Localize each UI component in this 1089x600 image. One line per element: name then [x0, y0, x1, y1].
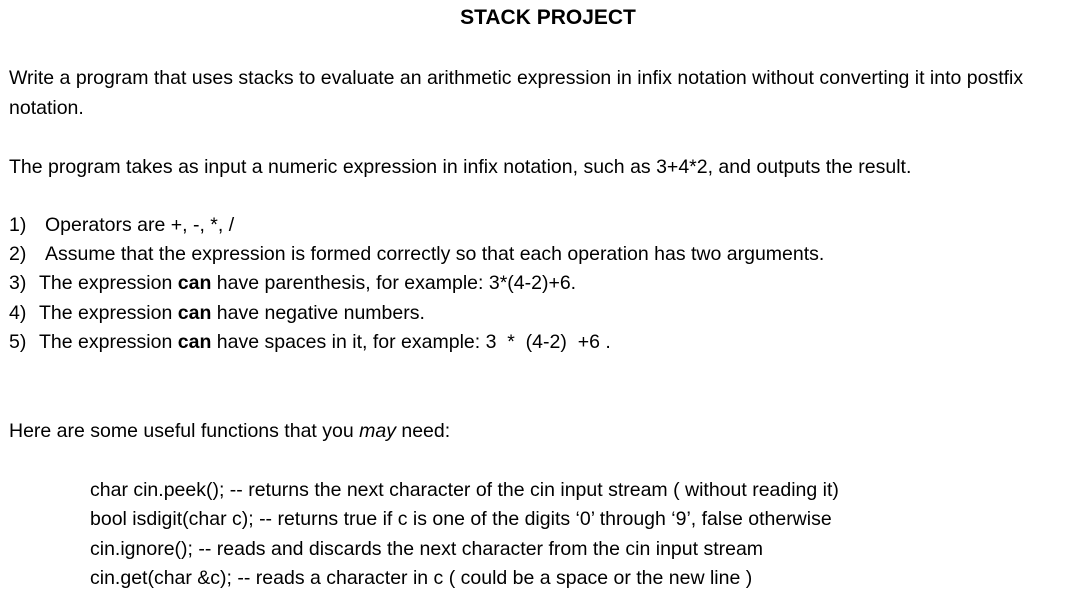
keyword-can: can	[177, 272, 212, 295]
item-text-start: The expression	[39, 301, 178, 324]
item-text-start: The expression	[39, 272, 178, 295]
item-number: 2)	[9, 243, 27, 266]
item-number: 3)	[9, 272, 27, 295]
functions-list	[90, 476, 839, 593]
item-text-start: The expression	[39, 330, 178, 353]
item-text-end: have spaces in it, for example: 3 * (4-2) +6 .	[211, 330, 611, 353]
item-number: 1)	[9, 214, 27, 236]
item-number: 5)	[9, 330, 27, 353]
requirement-item	[9, 269, 1079, 298]
function-item: cin.get(char &c); -- reads a character in c ( could be a space or the new line )	[90, 566, 753, 589]
item-text-end: have parenthesis, for example: 3*(4-2)+6.	[211, 272, 577, 295]
function-item: bool isdigit(char c); -- returns true if c is one of the digits ‘0’ through ‘9’, false otherwise	[90, 508, 832, 531]
functions-intro-start: Here are some useful functions that you	[9, 420, 360, 442]
item-text: Assume that the expression is formed correctly so that each operation has two arguments.	[45, 243, 825, 266]
requirement-item	[9, 328, 1079, 357]
requirements-list	[9, 211, 1079, 357]
functions-intro-end: need:	[395, 420, 451, 442]
keyword-can: can	[177, 330, 212, 353]
requirement-item	[9, 240, 1079, 269]
requirement-item	[9, 211, 1079, 240]
function-item: char cin.peek(); -- returns the next character of the cin input stream ( without reading it)	[90, 479, 839, 501]
keyword-can: can	[177, 301, 212, 324]
item-text: Operators are +, -, *, /	[45, 214, 235, 236]
functions-intro	[9, 417, 450, 446]
intro-paragraph: Write a program that uses stacks to evaluate an arithmetic expression in infix notation without converting it into postfix notation.	[9, 67, 1024, 119]
page-title: STACK PROJECT	[460, 6, 636, 29]
function-item: cin.ignore(); -- reads and discards the next character from the cin input stream	[90, 537, 764, 560]
emphasis-may: may	[359, 420, 396, 442]
item-number: 4)	[9, 301, 27, 324]
input-description-paragraph: The program takes as input a numeric expression in infix notation, such as 3+4*2, and outputs the result.	[9, 156, 912, 178]
item-text-end: have negative numbers.	[211, 301, 425, 324]
requirement-item	[9, 299, 1079, 328]
